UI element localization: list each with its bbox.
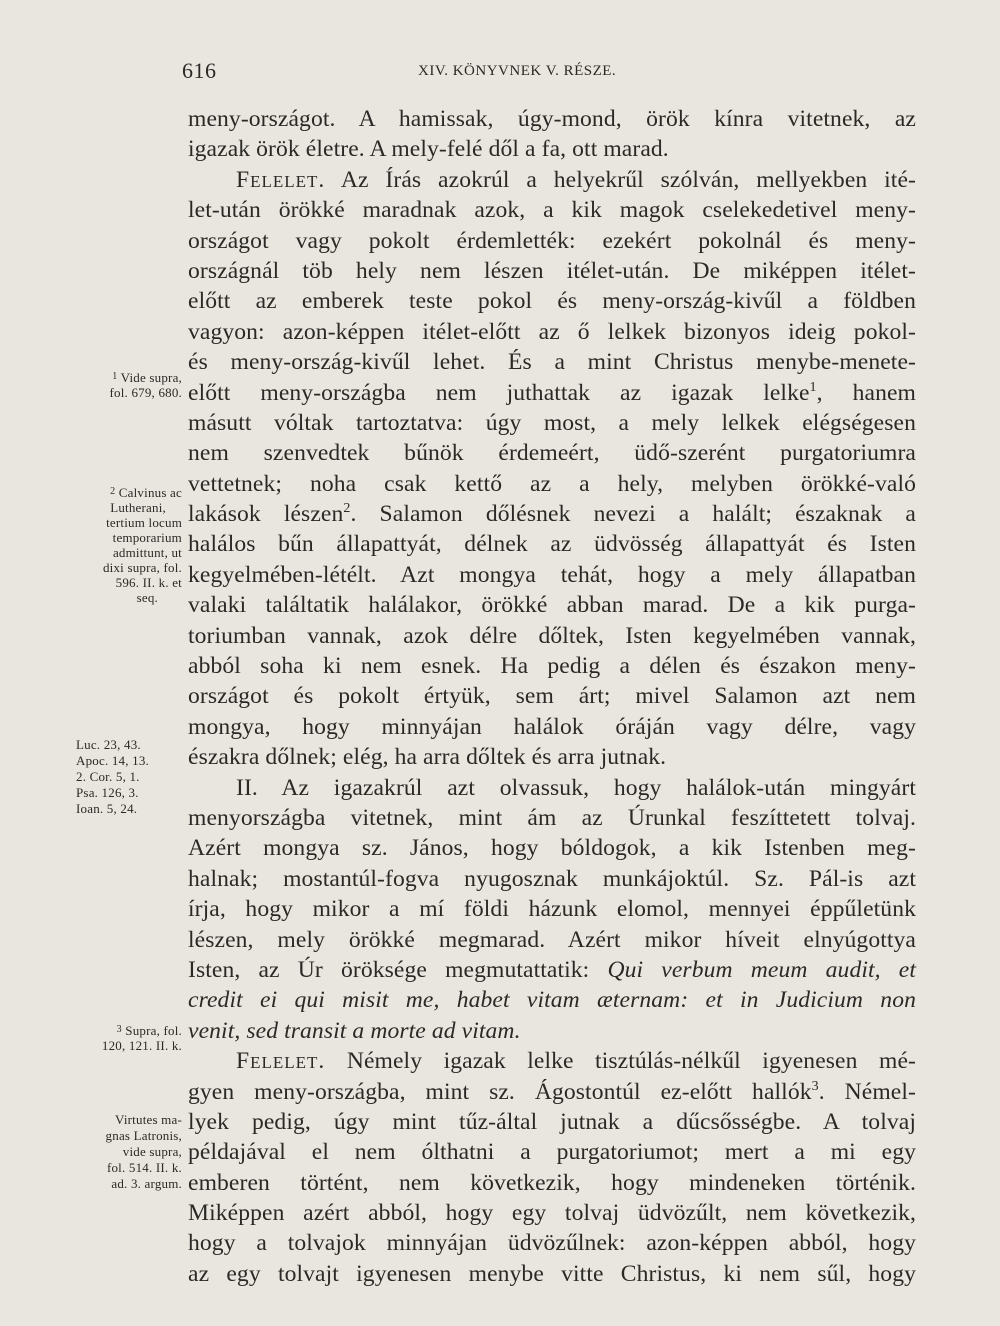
margin-note-line [62, 1022, 182, 1038]
text-span: . Salamon dőlésnek nevezi a halált; északnak a [350, 501, 916, 528]
margin-note-line: dixi supra, fol. [102, 560, 182, 575]
text-line: vagyon: azon-képpen itélet-előtt az ő lelkek bizonyos ideig pokol- [188, 318, 916, 345]
text-line: toriumban vannak, azok délre dőltek, Isten kegyelmében vannak, [188, 622, 916, 649]
margin-note-line: gnas Latronis, [105, 1128, 182, 1143]
text-line: lészen, mely örökké megmarad. Azért mikor híveit elnyúgottya [188, 926, 916, 953]
text-line: másutt vóltak tartoztatva: úgy most, a mely lelkek elégségesen [188, 409, 916, 436]
text-line [188, 955, 916, 985]
text-line: let-után örökké maradnak azok, a kik magok cselekedetivel meny- [188, 197, 916, 224]
margin-note-line: admittunt, ut [112, 545, 182, 560]
note-text: Calvinus ac [118, 485, 182, 500]
text-line [188, 1046, 916, 1076]
answer-label: Felelet. [236, 1048, 326, 1075]
latin-quote: Qui verbum meum audit, et [607, 956, 917, 983]
text-line: abból soha ki nem esnek. Ha pedig a délen és északon meny- [188, 653, 916, 680]
margin-note-line: vide supra, [122, 1144, 182, 1159]
margin-note-line: 596. II. k. et [115, 575, 182, 590]
note-number: 3 [116, 1024, 122, 1035]
text-line: halálos bűn állapattyát, délnek az üdvösség állapattyát és Isten [188, 531, 916, 558]
text-line [188, 378, 916, 408]
latin-quote-line: venit, sed transit a morte ad vitam. [188, 1017, 521, 1044]
margin-note-line: Virtutes ma- [115, 1112, 182, 1127]
margin-note-line: Lutherani, [110, 500, 166, 515]
margin-note-1 [62, 369, 182, 400]
scripture-references [76, 737, 186, 817]
text-line: vettetnek; noha csak kettő az a hely, melyben örökké-való [188, 470, 916, 497]
text-line: előtt az emberek teste pokol és meny-ország-kivűl a földben [188, 288, 916, 315]
text-span: . Némel- [818, 1078, 916, 1105]
margin-note-4 [62, 1112, 182, 1192]
footnote-ref: 2 [343, 501, 351, 517]
answer-label: Felelet. [236, 166, 326, 193]
scripture-ref: Ioan. 5, 24. [76, 801, 138, 816]
margin-note-line: fol. 514. II. k. [106, 1160, 182, 1175]
text-span: , hanem [816, 379, 916, 406]
text-line: és meny-ország-kivűl lehet. És a mint Christus menybe-menete- [188, 349, 916, 376]
text-span: gyen meny-országba, mint sz. Ágostontúl ez-előtt hallók [188, 1078, 812, 1105]
page-header [0, 58, 1000, 88]
text-line: országot és pokolt értyük, sem árt; mivel Salamon azt nem [188, 683, 916, 710]
margin-note-line [62, 369, 182, 385]
text-line: írja, hogy mikor a mí földi házunk elomol, mennyei éppűletünk [188, 896, 916, 923]
note-text: Supra, fol. [125, 1023, 182, 1038]
text-line [188, 165, 916, 195]
margin-note-line: temporarium [112, 530, 182, 545]
text-line: II. Az igazakrúl azt olvassuk, hogy halálok-után mingyárt [236, 774, 916, 801]
text-line: Miképpen azért abból, hogy egy tolvaj üdvözűlt, nem következik, [188, 1200, 916, 1227]
text-line: meny-országot. A hamissak, úgy-mond, örök kínra vitetnek, az [188, 106, 916, 132]
scripture-ref: Apoc. 14, 13. [76, 753, 150, 768]
text-line: mongya, hogy minnyájan halálok óráján vagy délre, vagy [188, 713, 916, 740]
text-line: kegyelmében-létélt. Azt mongya tehát, hogy a mely állapatban [188, 561, 916, 588]
text-span: Az Írás azokrúl a helyekrűl szólván, mellyekben ité- [340, 166, 916, 193]
text-line [188, 499, 916, 529]
scripture-ref: 2. Cor. 5, 1. [76, 769, 140, 784]
note-number: 1 [112, 371, 118, 382]
margin-note-line: ad. 3. argum. [111, 1176, 182, 1191]
footnote-ref: 1 [809, 379, 817, 395]
margin-note-2 [62, 484, 182, 605]
text-line: északra dőlnek; elég, ha arra dőltek és arra jutnak. [188, 744, 667, 771]
margin-note-line: seq. [136, 590, 158, 605]
margin-note-line: fol. 679, 680. [109, 385, 182, 400]
text-line: igazak örök életre. A mely-felé dől a fa, ott marad. [188, 136, 669, 163]
text-span: előtt meny-országba nem juthattak az igazak lelke [188, 379, 810, 406]
scripture-ref: Luc. 23, 43. [76, 737, 141, 752]
text-line: hogy a tolvajok minnyájan üdvözűlnek: azon-képpen abból, hogy [188, 1230, 916, 1257]
footnote-ref: 3 [811, 1078, 819, 1094]
margin-note-line: tertium locum [106, 515, 182, 530]
note-number: 2 [110, 486, 116, 497]
text-span: lakások lészen [188, 501, 344, 528]
text-line: országot vagy pokolt érdemlették: ezekért pokolnál és meny- [188, 227, 916, 254]
text-line: országnál töb hely nem lészen itélet-után. De miképpen itélet- [188, 257, 916, 284]
text-span: Némely igazak lelke tisztúlás-nélkűl igyenesen mé- [346, 1048, 916, 1075]
text-line: halnak; mostantúl-fogva nyugosznak munkájoktúl. Sz. Pál-is azt [188, 865, 916, 892]
margin-note-line: 120, 121. II. k. [101, 1038, 182, 1053]
text-line: az egy tolvajt igyenesen menybe vitte Christus, ki nem sűl, hogy [188, 1260, 916, 1287]
text-line: valaki találtatik halálakor, örökké abban marad. De a kik purga- [188, 592, 916, 619]
text-line: példajával el nem ólthatni a purgatoriumot; mert a mi egy [188, 1139, 916, 1166]
text-line: nem szenvedtek bűnök érdemeért, üdő-szerént purgatoriumra [188, 440, 916, 467]
text-line: emberen történt, nem következik, hogy mindeneken történik. [188, 1169, 916, 1196]
note-text: Vide supra, [120, 370, 182, 385]
margin-note-line [62, 484, 182, 500]
margin-note-3 [62, 1022, 182, 1053]
scripture-ref: Psa. 126, 3. [76, 785, 139, 800]
page-number: 616 [182, 58, 217, 83]
text-line: Azért mongya sz. János, hogy bóldogok, a kik Istenben meg- [188, 835, 916, 862]
text-span: Isten, az Úr öröksége megmutattatik: [188, 956, 590, 983]
running-title: XIV. KÖNYVNEK V. RÉSZE. [418, 63, 617, 79]
main-text [188, 104, 916, 1289]
text-line: lyek pedig, úgy mint tűz-által jutnak a dűcsősségbe. A tolvaj [188, 1108, 916, 1135]
text-line: menyországba vitetnek, mint ám az Úrunkal feszíttetett tolvaj. [188, 804, 916, 831]
text-line [188, 1077, 916, 1107]
latin-quote-line: credit ei qui misit me, habet vitam æternam: et in Judicium non [188, 987, 916, 1014]
